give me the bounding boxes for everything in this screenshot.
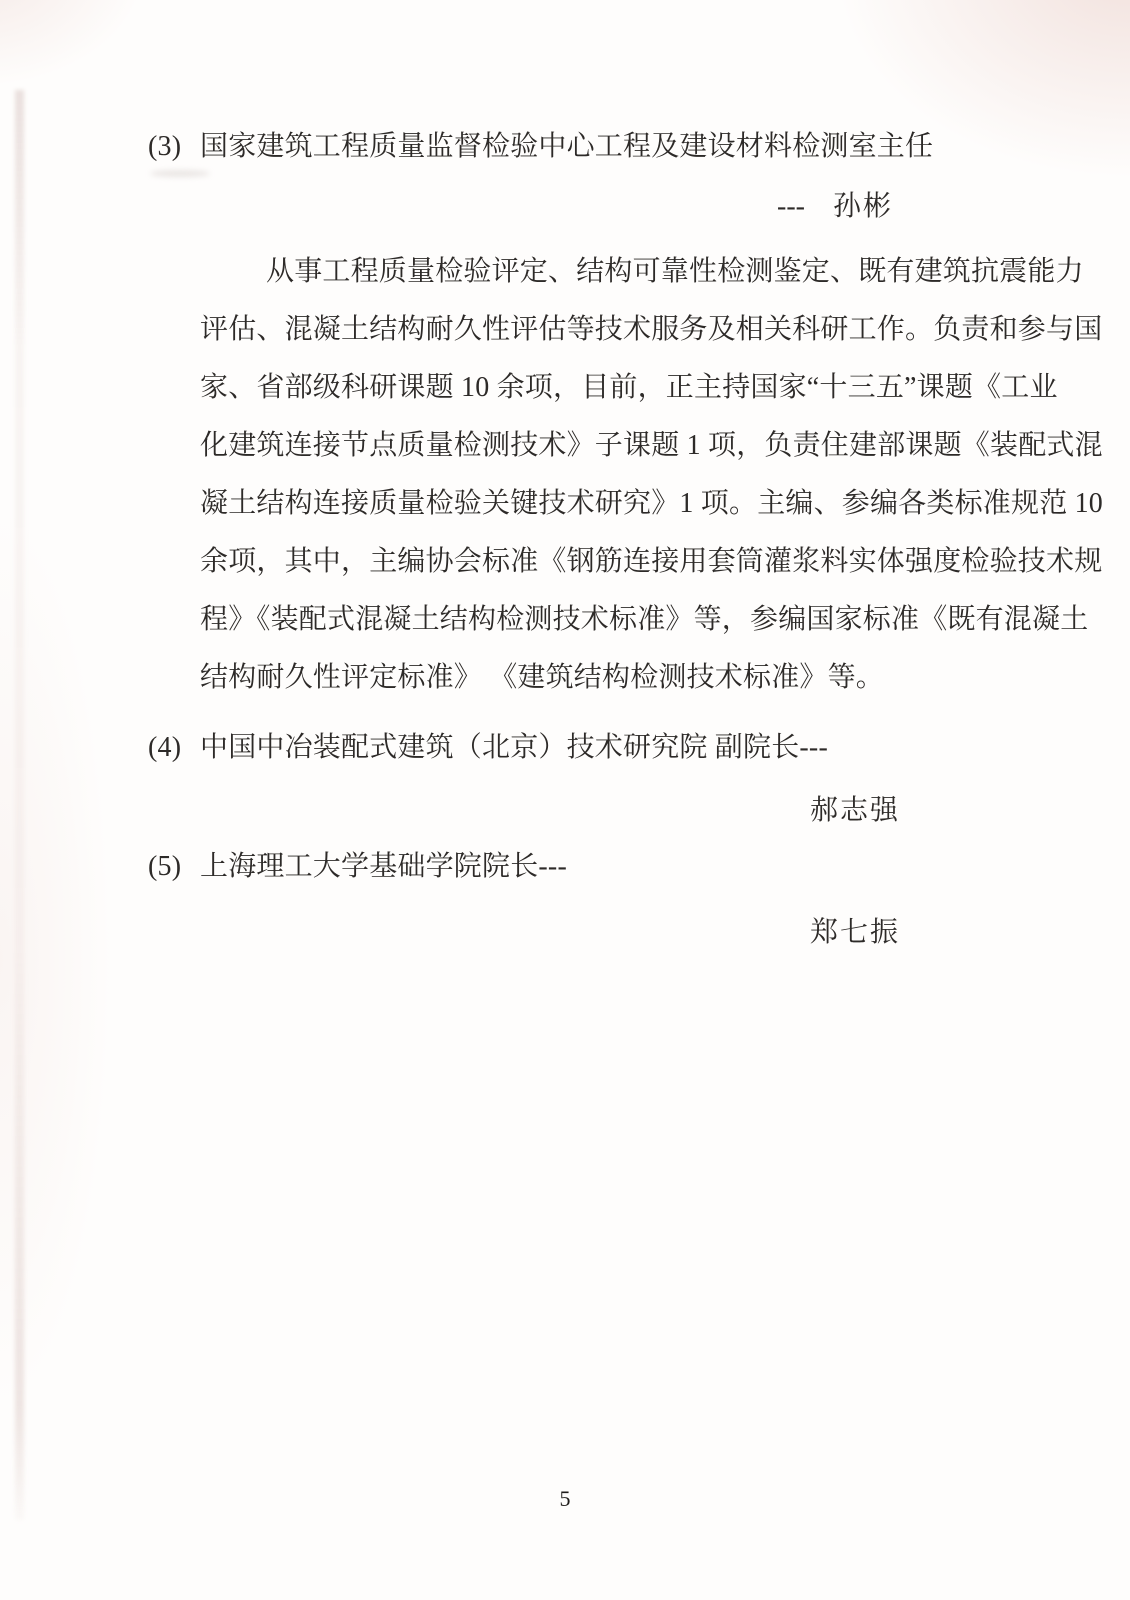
item4-marker: (4) [148, 732, 182, 763]
item4-title: 中国中冶装配式建筑（北京）技术研究院 副院长--- [200, 732, 828, 763]
page-number: 5 [559, 1486, 571, 1511]
item3-attribution [777, 190, 893, 224]
item3-attribution-dashes: --- [777, 191, 805, 222]
item3-body-line-3: 家、省部级科研课题 10 余项，目前，正主持国家“十三五”课题《工业 [200, 372, 1058, 403]
item3-body-line-2: 评估、混凝土结构耐久性评估等技术服务及相关科研工作。负责和参与国 [200, 314, 1103, 345]
scan-smudge-artifact [150, 170, 210, 177]
item5-attribution-name: 郑七振 [810, 917, 901, 948]
item3-title: 国家建筑工程质量监督检验中心工程及建设材料检测室主任 [200, 131, 934, 162]
item3-body-line-7: 程》《装配式混凝土结构检测技术标准》等，参编国家标准《既有混凝土 [200, 604, 1089, 635]
item3-body-line-1: 从事工程质量检验评定、结构可靠性检测鉴定、既有建筑抗震能力 [266, 256, 1084, 287]
item3-body-line-8: 结构耐久性评定标准》 《建筑结构检测技术标准》等。 [200, 662, 885, 693]
item3-body-line-6: 余项，其中，主编协会标准《钢筋连接用套筒灌浆料实体强度检验技术规 [200, 546, 1103, 577]
item3-marker: (3) [148, 131, 182, 162]
item4-attribution-name: 郝志强 [810, 795, 901, 826]
item3-attribution-name: 孙彬 [832, 191, 893, 222]
item3-body-line-4: 化建筑连接节点质量检测技术》子课题 1 项，负责住建部课题《装配式混 [200, 430, 1103, 461]
scan-edge-artifact [15, 90, 24, 1520]
item5-title: 上海理工大学基础学院院长--- [200, 851, 567, 882]
item5-marker: (5) [148, 851, 182, 882]
item3-body-line-5: 凝土结构连接质量检验关键技术研究》1 项。主编、参编各类标准规范 10 [200, 488, 1104, 519]
